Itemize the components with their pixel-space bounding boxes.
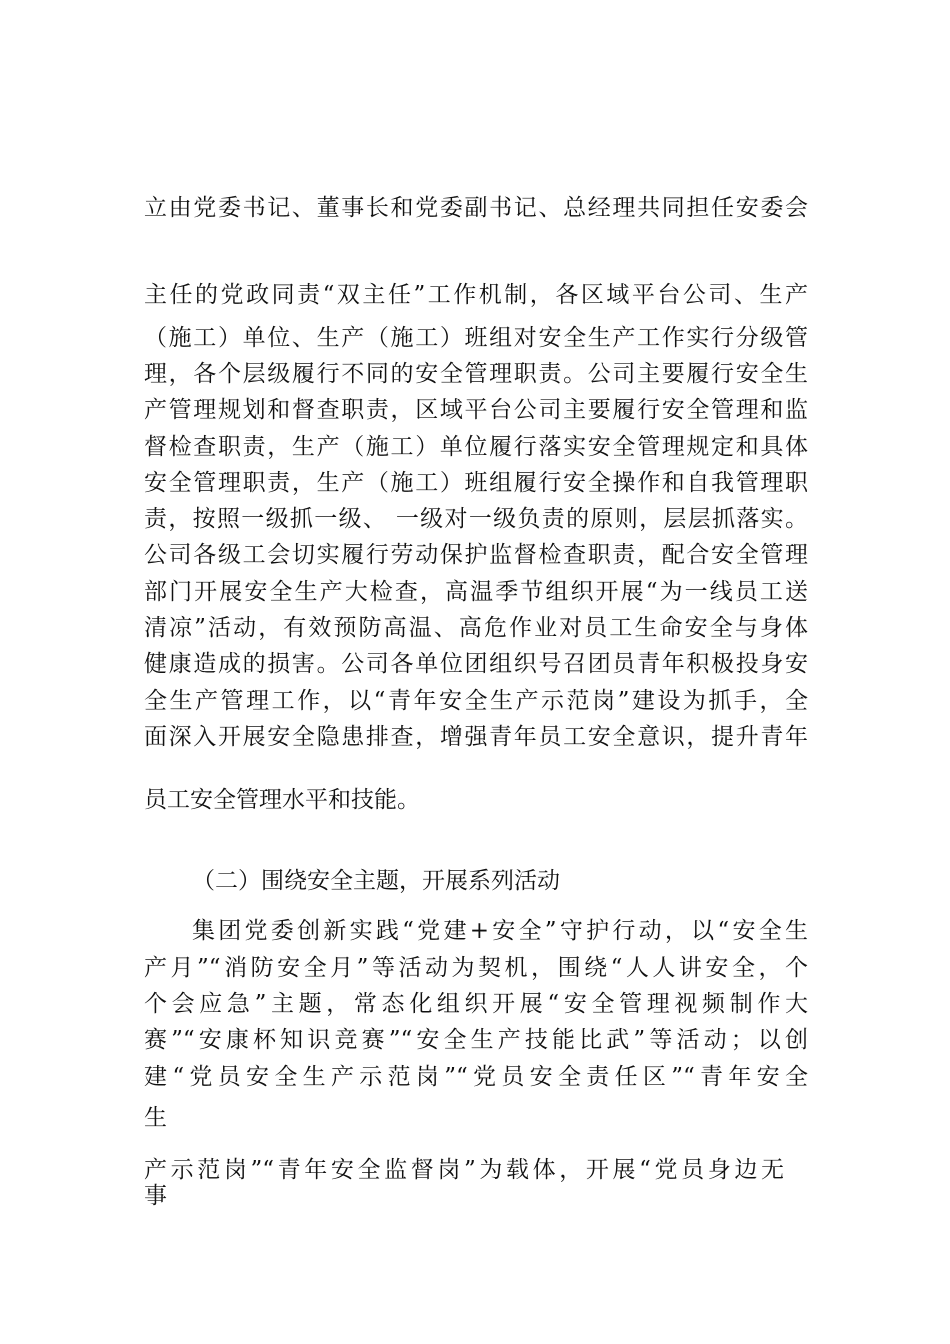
text-line: 清凉”活动，有效预防高温、高危作业对员工生命安全与身体 (144, 615, 808, 641)
text-line: 主任的党政同责“双主任”工作机制，各区域平台公司、生产 (144, 282, 808, 308)
text-line: 责，按照一级抓一级、 一级对一级负责的原则，层层抓落实。 (144, 506, 808, 532)
text-line: 集团党委创新实践“党建+安全”守护行动，以“安全生 (192, 918, 808, 944)
text-line: 员工安全管理水平和技能。 (144, 787, 420, 813)
text-line: 部门开展安全生产大检查，高温季节组织开展“为一线员工送 (144, 579, 808, 605)
text-line: 生 (144, 1105, 167, 1131)
text-line: 建“党员安全生产示范岗”“党员安全责任区”“青年安全 (144, 1064, 808, 1090)
text-line: 事 (144, 1183, 167, 1209)
text-line: 公司各级工会切实履行劳动保护监督检查职责，配合安全管理 (144, 542, 808, 568)
text-line: 赛”“安康杯知识竞赛”“安全生产技能比武”等活动；以创 (144, 1027, 808, 1053)
text-line: 督检查职责，生产（施工）单位履行落实安全管理规定和具体 (144, 434, 808, 460)
text-line: 产示范岗”“青年安全监督岗”为载体，开展“党员身边无 (144, 1157, 784, 1183)
text-line: 个会应急”主题，常态化组织开展“安全管理视频制作大 (144, 991, 808, 1017)
text-line: 产月”“消防安全月”等活动为契机，围绕“人人讲安全，个 (144, 955, 808, 981)
text-line: 产管理规划和督查职责，区域平台公司主要履行安全管理和监 (144, 397, 808, 423)
text-line: 面深入开展安全隐患排查，增强青年员工安全意识，提升青年 (144, 724, 808, 750)
section-heading: （二）围绕安全主题，开展系列活动 (192, 868, 560, 894)
text-line: 理，各个层级履行不同的安全管理职责。公司主要履行安全生 (144, 361, 808, 387)
text-line: 全生产管理工作，以“青年安全生产示范岗”建设为抓手，全 (144, 688, 808, 714)
text-line: 安全管理职责，生产（施工）班组履行安全操作和自我管理职 (144, 470, 808, 496)
text-line: （施工）单位、生产（施工）班组对安全生产工作实行分级管 (144, 325, 808, 351)
text-line: 立由党委书记、董事长和党委副书记、总经理共同担任安委会 (144, 195, 808, 221)
text-line: 健康造成的损害。公司各单位团组织号召团员青年积极投身安 (144, 651, 808, 677)
